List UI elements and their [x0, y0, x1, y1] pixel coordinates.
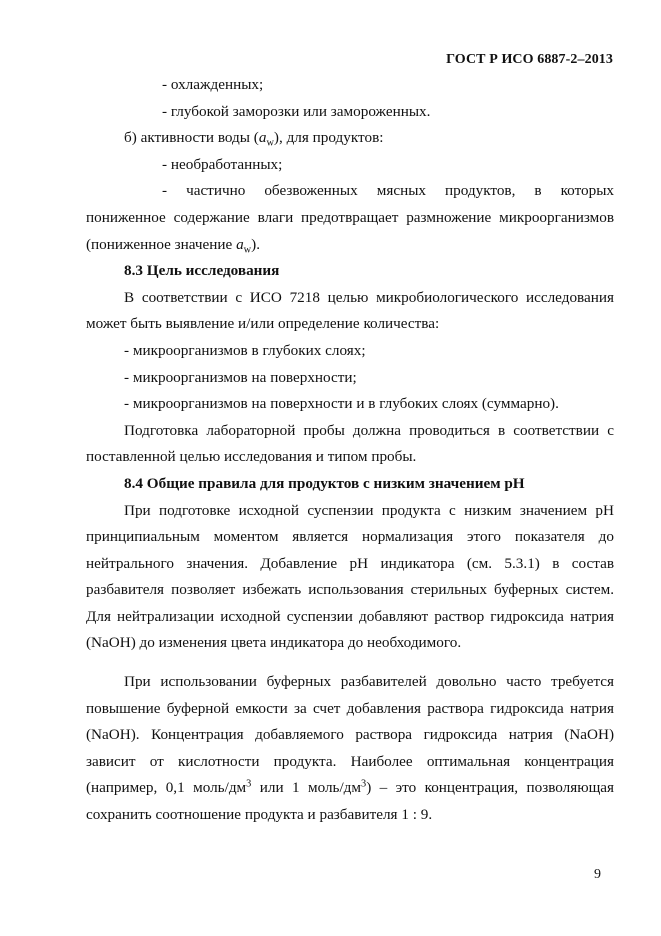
- superscript: 3: [246, 778, 252, 790]
- aw-subscript: w: [266, 137, 274, 149]
- list-item-deep-layers: - микроорганизмов в глубоких слоях;: [124, 341, 366, 359]
- aw-variable: a: [258, 129, 267, 147]
- list-item-chilled: - охлажденных;: [162, 76, 264, 93]
- text-fragment: При использовании буферных разбавителей довольно часто требуется повышение буферной емкости за счет добавления раствора гидроксида натрия (NaOH). Концентрация добавляемого раствора гидроксида натрия (NaOH) зависит от кислотности продукта. Наиболее оптимальная концентрация (например, 0,1 моль/дм: [86, 673, 614, 797]
- section-8-3-paragraph-1: В соответствии с ИСО 7218 целью микробиологического исследования может быть выявление и/или определение количества:: [86, 288, 614, 333]
- section-8-4-heading: 8.4 Общие правила для продуктов с низким значением pH: [124, 474, 525, 492]
- text-fragment: ), для продуктов:: [273, 129, 384, 147]
- text-fragment: б) активности воды (: [124, 129, 259, 147]
- section-8-4-paragraph-1: При подготовке исходной суспензии продукта с низким значением pH принципиальным моментом является нормализация этого показателя до нейтрального значения. Добавление pH индикатора (см. 5.3.1) в состав разбавителя позволяет избежать использования стерильных буферных систем. Для нейтрализации исходной суспензии добавляют раствор гидроксида натрия (NaOH) до изменения цвета индикатора до необходимого.: [86, 501, 614, 652]
- page-header-standard: ГОСТ Р ИСО 6887-2–2013: [446, 52, 613, 67]
- list-item-dehydrated-line2: пониженное содержание влаги предотвращает размножение микроорганизмов: [86, 208, 614, 226]
- section-8-3-paragraph-2: Подготовка лабораторной пробы должна проводиться в соответствии с поставленной целью исследования и типом пробы.: [86, 421, 614, 466]
- page-number: 9: [594, 867, 601, 882]
- superscript: 3: [361, 778, 367, 790]
- list-item-dehydrated-line3: [86, 232, 614, 259]
- aw-subscript: w: [243, 244, 252, 256]
- list-item-dehydrated-line1: - частично обезвоженных мясных продуктов, в которых: [162, 182, 614, 200]
- list-item-surface-and-deep: - микроорганизмов на поверхности и в глубоких слоях (суммарно).: [124, 395, 559, 413]
- section-8-4-paragraph-2: [86, 669, 614, 829]
- water-activity-line: [86, 125, 614, 152]
- aw-variable: a: [236, 235, 244, 253]
- text-fragment: ).: [251, 235, 260, 253]
- list-item-frozen: - глубокой заморозки или замороженных.: [162, 102, 431, 120]
- text-fragment: или 1 моль/дм: [251, 779, 362, 797]
- text-fragment: ) – это концентрация, позволяющая сохранить соотношение продукта и разбавителя 1 : 9.: [86, 779, 615, 824]
- document-body: [86, 72, 614, 829]
- section-8-3-heading: 8.3 Цель исследования: [124, 262, 280, 280]
- text-fragment: (пониженное значение: [86, 235, 237, 253]
- list-item-unprocessed: - необработанных;: [162, 155, 283, 173]
- list-item-surface: - микроорганизмов на поверхности;: [124, 368, 357, 386]
